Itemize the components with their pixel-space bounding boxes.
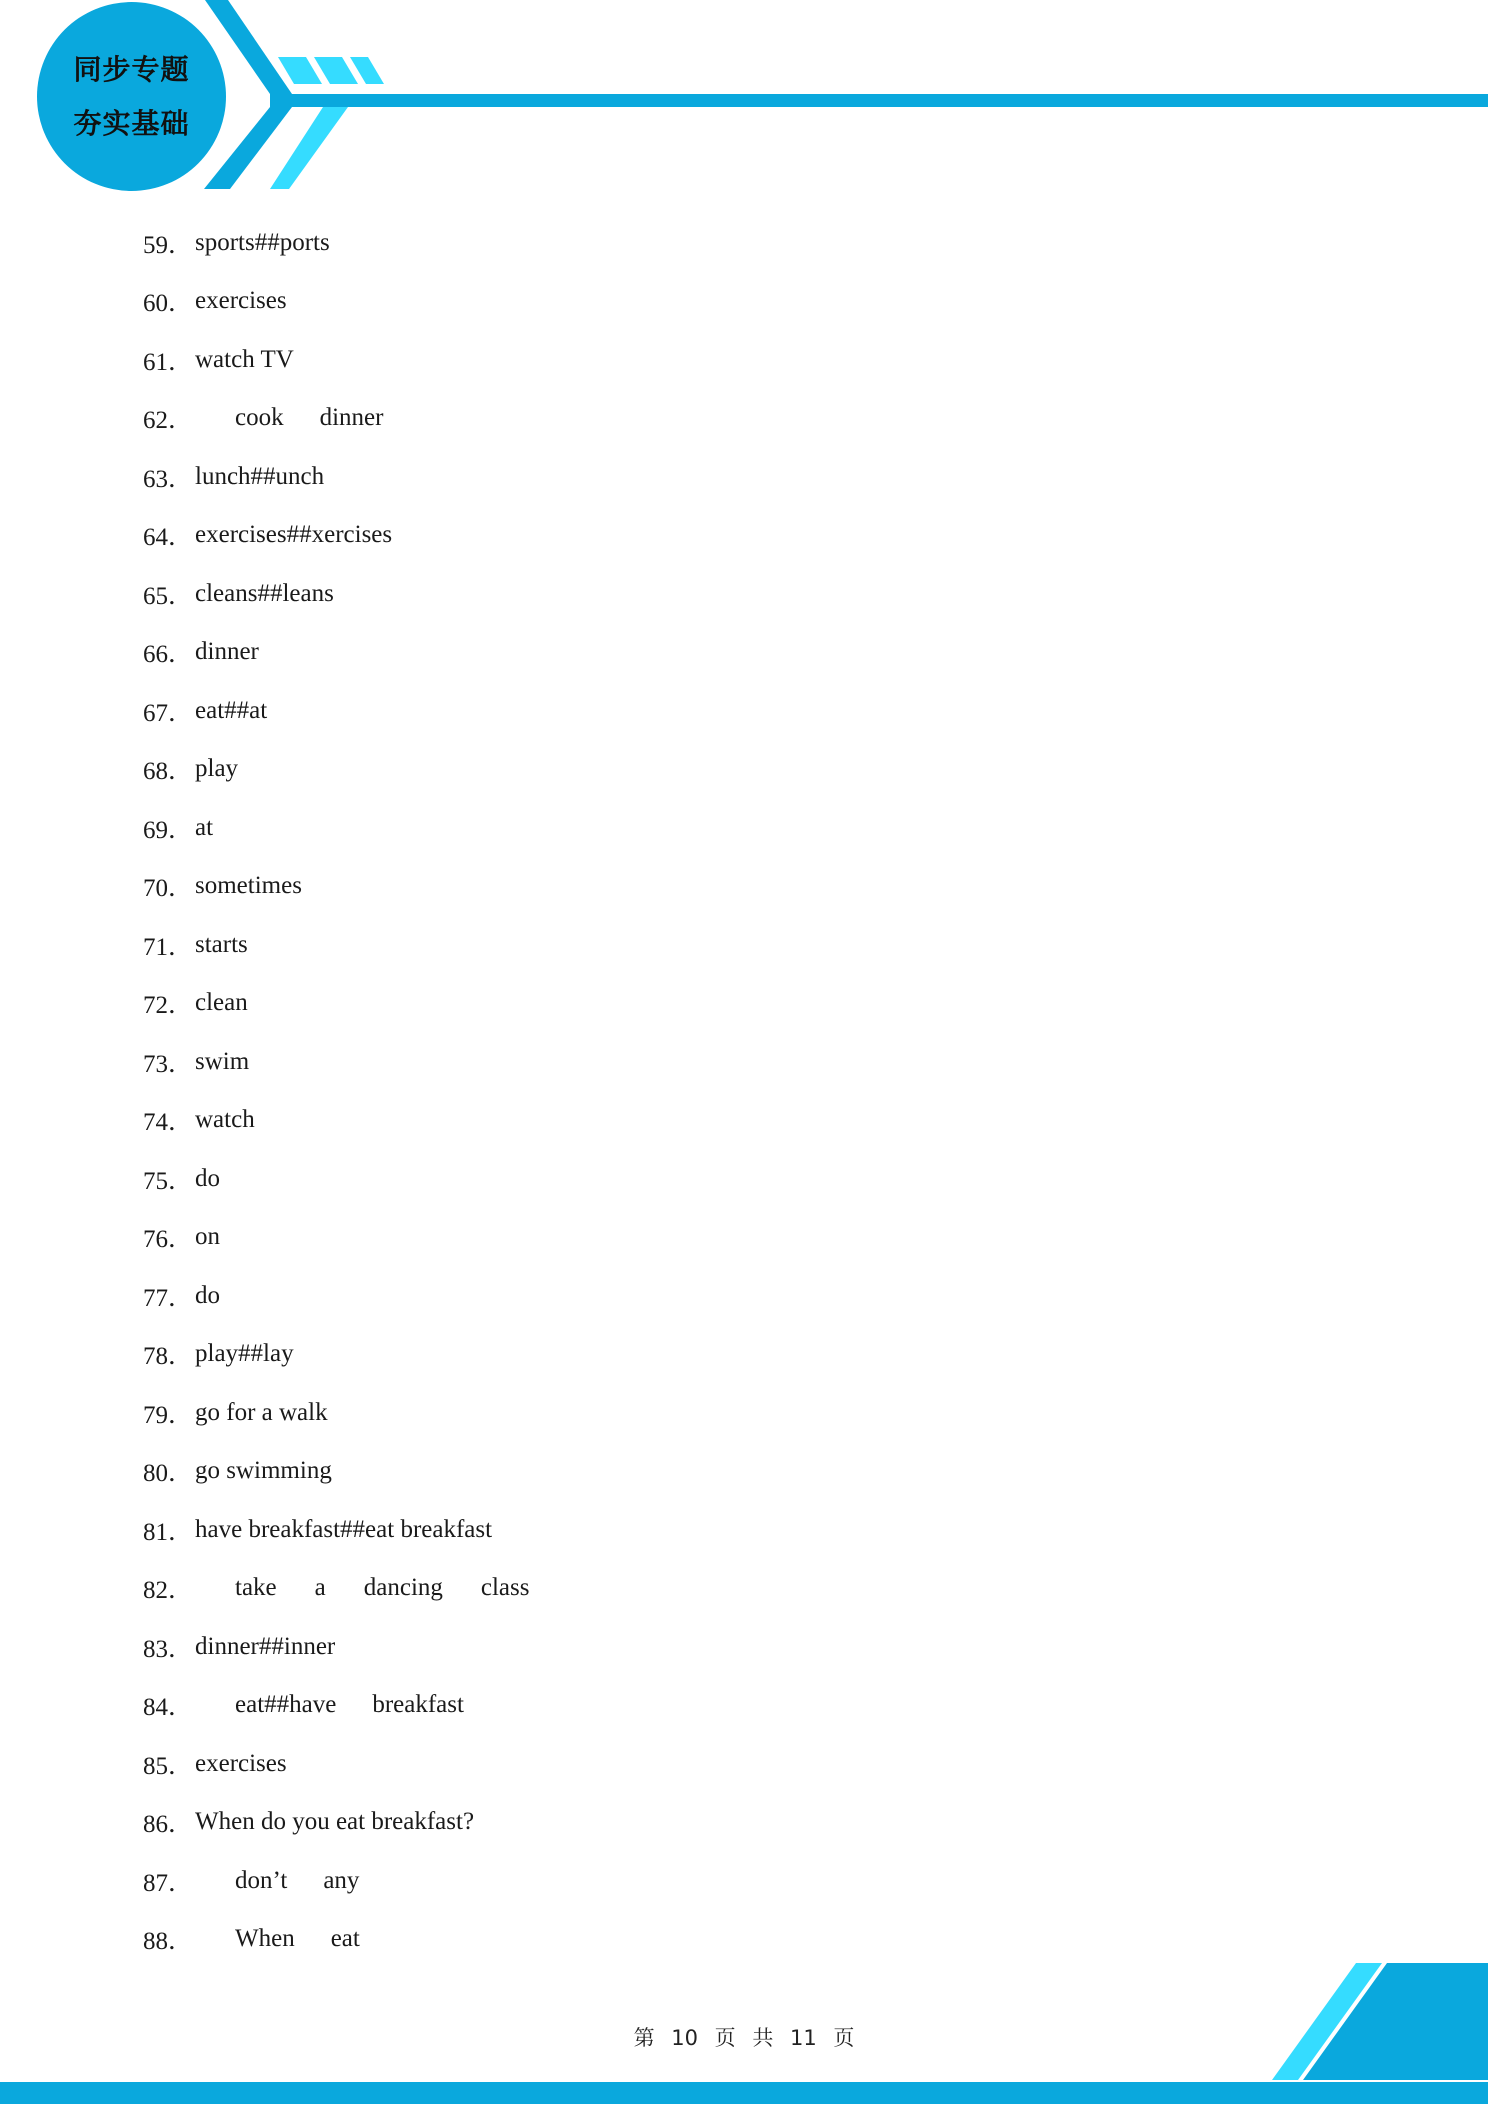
answer-item	[143, 457, 324, 497]
item-number: 71．	[143, 934, 194, 961]
answer-blanks	[195, 1867, 359, 1895]
answer-item	[143, 1334, 294, 1374]
badge-line-2: 夯实基础	[73, 106, 190, 140]
answer-item	[143, 1861, 359, 1901]
answer-blank: take	[235, 1574, 277, 1601]
answer-text: clean	[195, 989, 248, 1016]
answer-text: do	[195, 1282, 220, 1309]
answer-blank: dancing	[363, 1574, 443, 1601]
answer-blank: eat##have	[235, 1691, 337, 1718]
page-header-banner	[0, 0, 1488, 200]
answer-item	[143, 1159, 220, 1199]
answer-item	[143, 866, 302, 906]
answer-text: When do you eat breakfast?	[195, 1808, 475, 1835]
answer-text: watch TV	[195, 346, 294, 373]
answer-item	[143, 1100, 255, 1140]
answer-text: do	[195, 1165, 220, 1192]
answer-blanks	[195, 1691, 464, 1719]
answer-text: eat##at	[195, 697, 268, 724]
item-number: 60．	[143, 290, 194, 317]
answer-text: swim	[195, 1048, 250, 1075]
answer-blank: When	[235, 1925, 295, 1952]
item-number: 69．	[143, 817, 194, 844]
answer-item	[143, 1744, 287, 1784]
item-number: 59．	[143, 232, 194, 259]
answer-text: starts	[195, 931, 248, 958]
answer-item	[143, 1276, 220, 1316]
item-number: 62．	[143, 407, 194, 434]
item-number: 82．	[143, 1577, 194, 1604]
answer-item	[143, 691, 267, 731]
item-number: 76．	[143, 1226, 194, 1253]
answer-blank: class	[480, 1574, 530, 1601]
answer-item	[143, 515, 392, 555]
item-number: 77．	[143, 1285, 194, 1312]
answer-item	[143, 340, 294, 380]
answer-text: exercises	[195, 1750, 287, 1777]
item-number: 79．	[143, 1402, 194, 1429]
item-number: 73．	[143, 1051, 194, 1078]
answer-text: on	[195, 1223, 220, 1250]
badge-line-1: 同步专题	[73, 52, 190, 86]
answer-blanks	[195, 1574, 530, 1602]
answer-blank: breakfast	[372, 1691, 464, 1718]
answer-item	[143, 808, 213, 848]
item-number: 67．	[143, 700, 194, 727]
answer-item	[143, 1802, 474, 1842]
topic-badge	[37, 2, 226, 191]
answer-text: sometimes	[195, 872, 302, 899]
answer-item	[143, 1393, 328, 1433]
answer-blank: a	[314, 1574, 326, 1601]
answer-item	[143, 1451, 332, 1491]
answer-item	[143, 281, 287, 321]
answer-text: at	[195, 814, 214, 841]
answer-text: cleans##leans	[195, 580, 334, 607]
item-number: 83．	[143, 1636, 194, 1663]
answer-text: exercises##xercises	[195, 521, 393, 548]
answer-text: go swimming	[195, 1457, 332, 1484]
item-number: 78．	[143, 1343, 194, 1370]
item-number: 64．	[143, 524, 194, 551]
item-number: 74．	[143, 1109, 194, 1136]
answer-blank: cook	[235, 404, 284, 431]
item-number: 63．	[143, 466, 194, 493]
answer-blanks	[195, 404, 383, 432]
answer-item	[143, 223, 330, 263]
answer-item	[143, 1627, 335, 1667]
answer-item	[143, 983, 248, 1023]
answer-item	[143, 1685, 464, 1725]
item-number: 81．	[143, 1519, 194, 1546]
answer-blanks	[195, 1925, 360, 1953]
item-number: 75．	[143, 1168, 194, 1195]
item-number: 84．	[143, 1694, 194, 1721]
answer-item	[143, 1568, 530, 1608]
answer-item	[143, 1042, 249, 1082]
item-number: 88．	[143, 1928, 194, 1955]
item-number: 80．	[143, 1460, 194, 1487]
answer-text: dinner	[195, 638, 259, 665]
answer-text: play##lay	[195, 1340, 294, 1367]
answer-text: dinner##inner	[195, 1633, 336, 1660]
item-number: 86．	[143, 1811, 194, 1838]
answer-text: sports##ports	[195, 229, 330, 256]
answer-text: play	[195, 755, 239, 782]
answer-blank: don’t	[235, 1867, 288, 1894]
answer-item	[143, 1510, 492, 1550]
item-number: 61．	[143, 349, 194, 376]
page-number: 第 10 页 共 11 页	[633, 2026, 855, 2050]
answer-text: lunch##unch	[195, 463, 325, 490]
item-number: 87．	[143, 1870, 194, 1897]
answer-text: go for a walk	[195, 1399, 328, 1426]
item-number: 85．	[143, 1753, 194, 1780]
answer-item	[143, 632, 259, 672]
answer-text: have breakfast##eat breakfast	[195, 1516, 493, 1543]
answer-text: exercises	[195, 287, 287, 314]
answer-text: watch	[195, 1106, 255, 1133]
answer-item	[143, 749, 238, 789]
answer-item	[143, 574, 334, 614]
item-number: 65．	[143, 583, 194, 610]
answer-item	[143, 1217, 220, 1257]
item-number: 70．	[143, 875, 194, 902]
answer-item	[143, 398, 383, 438]
item-number: 72．	[143, 992, 194, 1019]
answer-item	[143, 925, 248, 965]
answer-blank: any	[323, 1867, 360, 1894]
answer-blank: dinner	[319, 404, 384, 431]
answer-blank: eat	[330, 1925, 360, 1952]
item-number: 68．	[143, 758, 194, 785]
item-number: 66．	[143, 641, 194, 668]
